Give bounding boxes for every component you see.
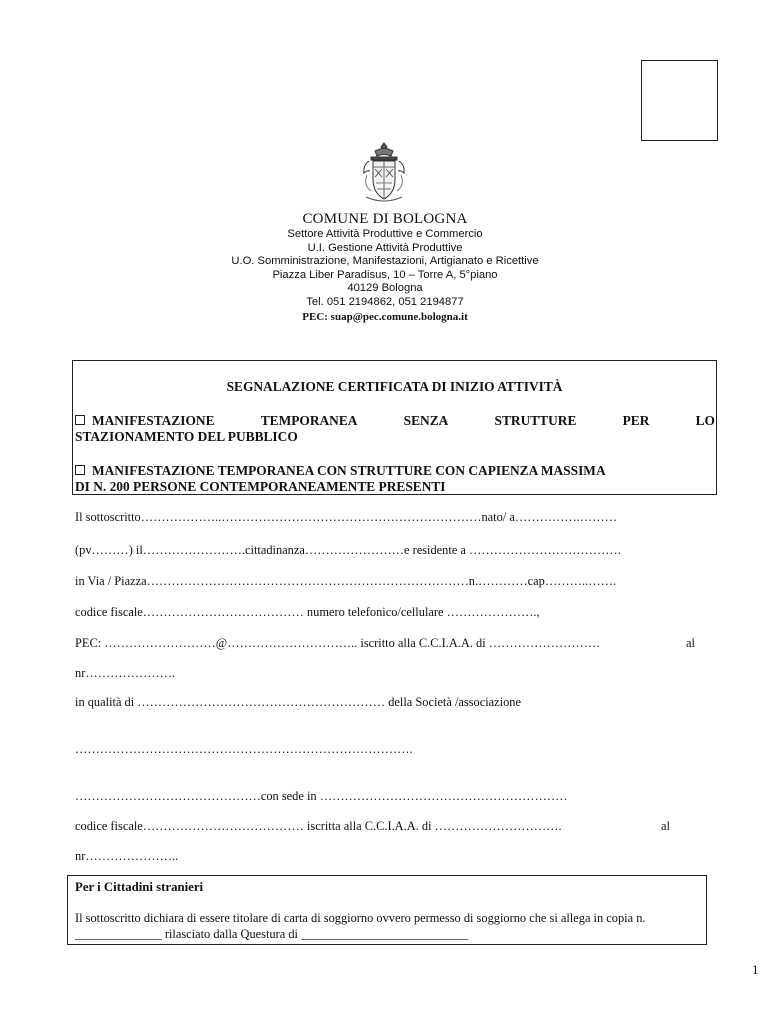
option-word: PER: [622, 413, 650, 428]
pec-cciaa-text: PEC: ………………………@………………………….. iscritto alla C.C.I.A.A. di ………………………: [75, 636, 601, 650]
option-word: SENZA: [403, 413, 449, 428]
al-text: al: [661, 819, 670, 833]
field-pec-cciaa[interactable]: [75, 636, 695, 651]
field-birth-residence[interactable]: (pv………) il…………………….cittadinanza……………………e residente a ……………………………….: [75, 543, 621, 557]
field-company-name[interactable]: ……………………………………………………………………….: [75, 742, 413, 756]
city-name: COMUNE DI BOLOGNA: [302, 211, 468, 227]
option-line2: DI N. 200 PERSONE CONTEMPORANEAMENTE PRESENTI: [75, 479, 446, 494]
option-line2: STAZIONAMENTO DEL PUBBLICO: [75, 429, 298, 444]
office-header: [0, 210, 770, 324]
revenue-stamp-box: [641, 60, 718, 141]
office-line: U.O. Somministrazione, Manifestazioni, Artigianato e Ricettive: [231, 255, 539, 268]
option-word: LO: [695, 413, 715, 428]
form-title: SEGNALAZIONE CERTIFICATA DI INIZIO ATTIVITÀ: [226, 379, 563, 394]
pec-address: PEC: suap@pec.comune.bologna.it: [302, 310, 468, 323]
field-undersigned[interactable]: Il sottoscritto………………..………………………………………………………nato/ a…………….………: [75, 510, 618, 524]
address-line: Piazza Liber Paradisus, 10 – Torre A, 5°piano: [272, 268, 498, 281]
checkbox-icon[interactable]: [75, 465, 85, 475]
foreign-citizens-box: [67, 875, 707, 945]
company-cciaa-text: codice fiscale………………………………… iscritta alla C.C.I.A.A. di ………………………….: [75, 819, 562, 833]
field-headquarters[interactable]: ………………………………………con sede in ……………………………………………………: [75, 789, 568, 803]
checkbox-icon[interactable]: [75, 415, 85, 425]
option-with-structures[interactable]: [75, 463, 715, 495]
field-registration-number[interactable]: nr………………….: [75, 666, 176, 680]
option-word: MANIFESTAZIONE: [92, 413, 215, 428]
bologna-crest-icon: [361, 141, 407, 203]
office-line: Settore Attività Produttive e Commercio: [287, 228, 483, 240]
residence-permit-declaration[interactable]: Il sottoscritto dichiara di essere titolare di carta di soggiorno ovvero permesso di soggiorno che si allega in copia n. ______________ rilasciato dalla Questura di ___________________________: [75, 911, 646, 941]
foreign-citizens-title: Per i Cittadini stranieri: [75, 880, 204, 894]
option-word: TEMPORANEA: [260, 413, 358, 428]
field-tax-code-phone[interactable]: codice fiscale………………………………… numero telefonico/cellulare ………………….,: [75, 605, 540, 619]
option-line1: MANIFESTAZIONE TEMPORANEA CON STRUTTURE CON CAPIENZA MASSIMA: [92, 463, 606, 478]
al-text: al: [686, 636, 695, 650]
option-word: STRUTTURE: [494, 413, 577, 428]
office-line: U.I. Gestione Attività Produttive: [307, 241, 463, 254]
field-company-tax-code[interactable]: [75, 819, 670, 834]
option-without-structures[interactable]: [75, 413, 715, 445]
field-role[interactable]: in qualità di …………………………………………………… della Società /associazione: [75, 695, 521, 709]
field-company-registration-number[interactable]: nr…………………..: [75, 849, 179, 863]
scia-title-box: [72, 360, 717, 495]
field-address[interactable]: in Via / Piazza……………………………………………………………………n.…………cap………..…….: [75, 574, 617, 588]
page-number: 1: [752, 962, 759, 977]
postal-line: 40129 Bologna: [347, 282, 423, 295]
phone-line: Tel. 051 2194862, 051 2194877: [306, 295, 464, 308]
